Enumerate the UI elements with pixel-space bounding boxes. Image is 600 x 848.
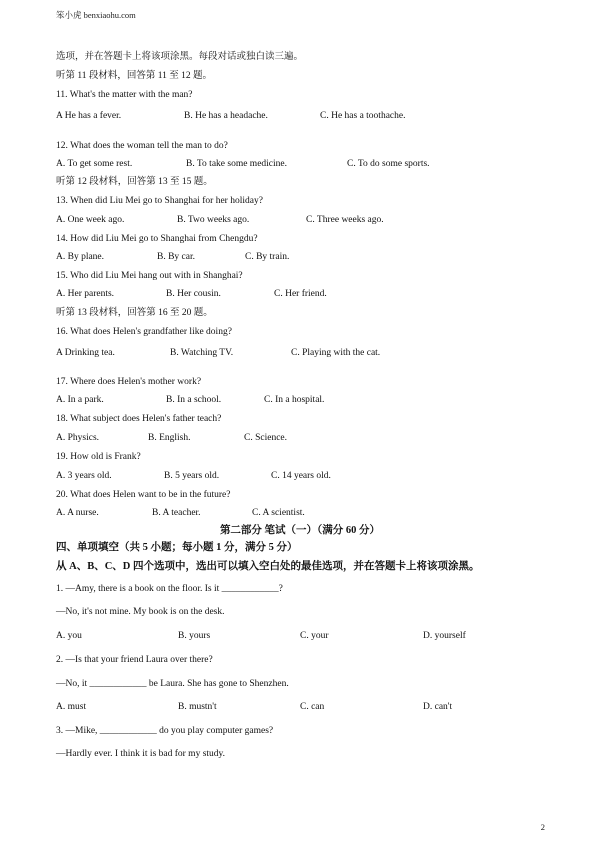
question-stem: 17. Where does Helen's mother work? xyxy=(56,377,202,387)
question-stem: 20. What does Helen want to be in the future? xyxy=(56,490,231,500)
option-c: C. Three weeks ago. xyxy=(306,215,384,225)
section-instructions: 从 A、B、C、D 四个选项中，选出可以填入空白处的最佳选项，并在答题卡上将该项涂黑。 xyxy=(56,561,480,572)
option-a: A. Physics. xyxy=(56,433,100,443)
option-c: C. 14 years old. xyxy=(271,471,331,481)
option-a: A. One week ago. xyxy=(56,215,125,225)
option-b: B. yours xyxy=(178,631,211,641)
question-reply: —No, it's not mine. My book is on the desk. xyxy=(56,607,225,617)
option-a: A. 3 years old. xyxy=(56,471,112,481)
option-a: A. A nurse. xyxy=(56,508,99,518)
question-stem: 11. What's the matter with the man? xyxy=(56,90,193,100)
option-b: B. A teacher. xyxy=(152,508,201,518)
option-d: D. yourself xyxy=(423,631,466,641)
question-stem: 1. —Amy, there is a book on the floor. Is it ____________? xyxy=(56,584,283,594)
option-a: A. In a park. xyxy=(56,395,104,405)
option-c: C. your xyxy=(300,631,329,641)
question-reply: —Hardly ever. I think it is bad for my study. xyxy=(56,749,226,759)
option-a: A. To get some rest. xyxy=(56,159,133,169)
question-reply: —No, it ____________ be Laura. She has gone to Shenzhen. xyxy=(56,679,289,689)
option-b: B. Her cousin. xyxy=(166,289,221,299)
option-c: C. In a hospital. xyxy=(264,395,325,405)
question-stem: 15. Who did Liu Mei hang out with in Shanghai? xyxy=(56,271,243,281)
option-c: C. Science. xyxy=(244,433,288,443)
option-c: C. Her friend. xyxy=(274,289,327,299)
group-heading: 听第 11 段材料，回答第 11 至 12 题。 xyxy=(56,71,213,81)
option-c: C. To do some sports. xyxy=(347,159,430,169)
option-b: B. Watching TV. xyxy=(170,348,234,358)
question-stem: 12. What does the woman tell the man to do? xyxy=(56,141,228,151)
page-number: 2 xyxy=(540,822,545,832)
option-a: A. By plane. xyxy=(56,252,105,262)
option-a: A. must xyxy=(56,702,87,712)
site-header: 笨小虎 benxiaohu.com xyxy=(56,10,136,20)
option-c: C. He has a toothache. xyxy=(320,111,406,121)
option-b: B. 5 years old. xyxy=(164,471,220,481)
option-c: C. By train. xyxy=(245,252,290,262)
question-stem: 3. —Mike, ____________ do you play computer games? xyxy=(56,726,274,736)
option-b: B. He has a headache. xyxy=(184,111,268,121)
question-stem: 19. How old is Frank? xyxy=(56,452,141,462)
option-b: B. In a school. xyxy=(166,395,222,405)
question-stem: 16. What does Helen's grandfather like doing? xyxy=(56,327,232,337)
option-b: B. mustn't xyxy=(178,702,217,712)
option-a: A. you xyxy=(56,631,82,641)
question-stem: 18. What subject does Helen's father teach? xyxy=(56,414,222,424)
option-b: B. By car. xyxy=(157,252,195,262)
question-stem: 14. How did Liu Mei go to Shanghai from Chengdu? xyxy=(56,234,258,244)
option-c: C. can xyxy=(300,702,325,712)
option-d: D. can't xyxy=(423,702,453,712)
group-heading: 听第 12 段材料，回答第 13 至 15 题。 xyxy=(56,177,213,187)
question-stem: 2. —Is that your friend Laura over there? xyxy=(56,655,213,665)
option-c: C. Playing with the cat. xyxy=(291,348,381,358)
part-title: 第二部分 笔试（一）（满分 60 分） xyxy=(219,525,381,536)
option-b: B. English. xyxy=(148,433,191,443)
option-a: A. Her parents. xyxy=(56,289,115,299)
option-c: C. A scientist. xyxy=(252,508,305,518)
group-heading: 听第 13 段材料，回答第 16 至 20 题。 xyxy=(56,308,213,318)
section-heading: 四、单项填空（共 5 小题；每小题 1 分，满分 5 分） xyxy=(56,542,298,553)
question-stem: 13. When did Liu Mei go to Shanghai for her holiday? xyxy=(56,196,263,206)
option-a: A He has a fever. xyxy=(56,111,122,121)
option-b: B. To take some medicine. xyxy=(186,159,287,169)
option-b: B. Two weeks ago. xyxy=(177,215,250,225)
instruction-line: 选项，并在答题卡上将该项涂黑。每段对话或独白读三遍。 xyxy=(56,52,304,62)
option-a: A Drinking tea. xyxy=(56,348,115,358)
